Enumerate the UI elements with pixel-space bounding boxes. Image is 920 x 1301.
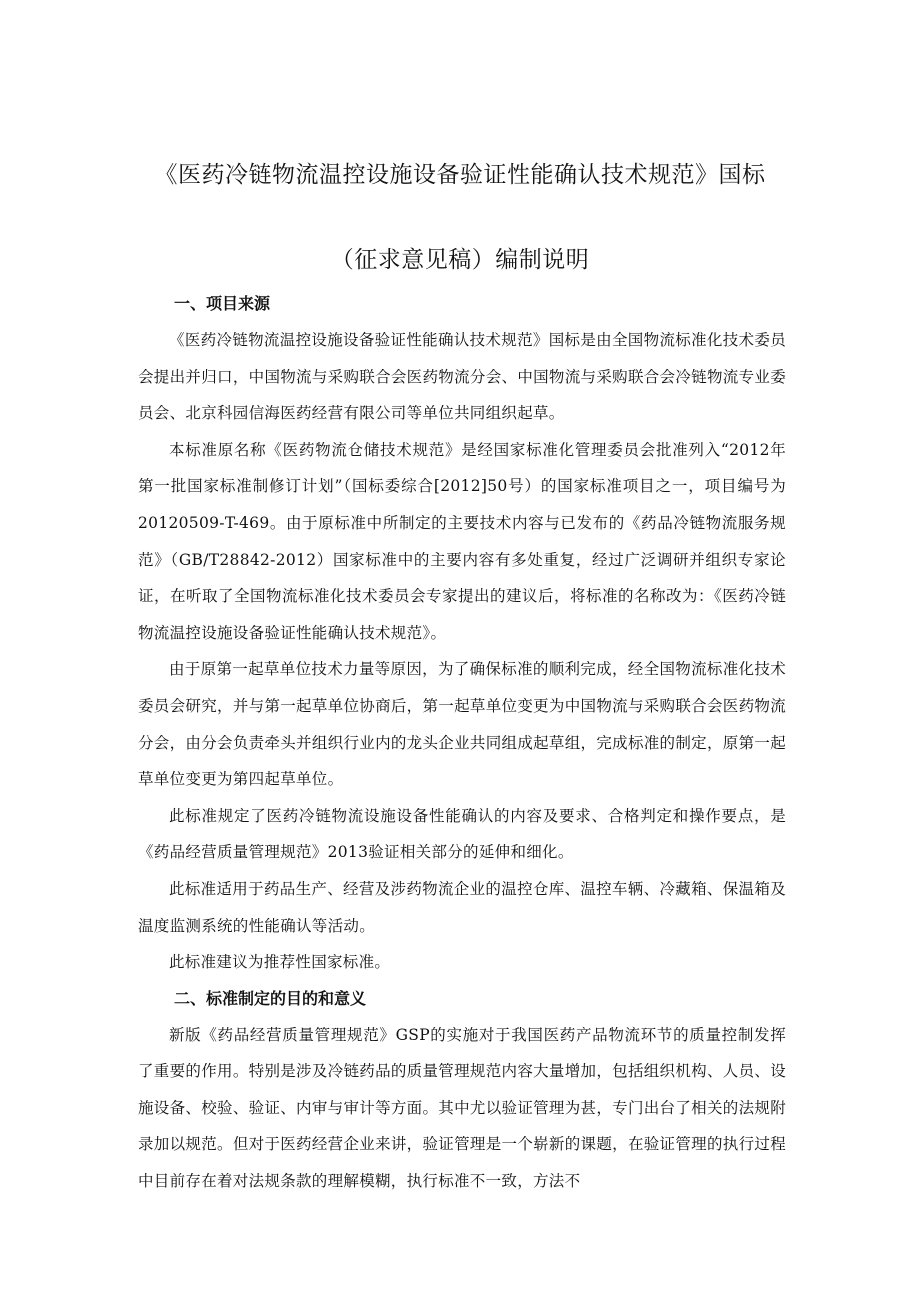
- paragraph: 新版《药品经营质量管理规范》GSP的实施对于我国医药产品物流环节的质量控制发挥了重要的作用。特别是涉及冷链药品的质量管理规范内容大量增加，包括组织机构、人员、设施设备、校验、验证、内审与审计等方面。其中尤以验证管理为甚，专门出台了相关的法规附录加以规范。但对于医药经营企业来讲，验证管理是一个崭新的课题，在验证管理的执行过程中目前存在着对法规条款的理解模糊，执行标准不一致，方法不: [138, 1025, 786, 1191]
- document-body: [138, 286, 786, 1200]
- paragraph: 由于原第一起草单位技术力量等原因，为了确保标准的顺利完成，经全国物流标准化技术委员会研究，并与第一起草单位协商后，第一起草单位变更为中国物流与采购联合会医药物流分会，由分会负责牵头并组织行业内的龙头企业共同组成起草组，完成标准的制定，原第一起草单位变更为第四起草单位。: [138, 660, 786, 789]
- paragraph: 此标准适用于药品生产、经营及涉药物流企业的温控仓库、温控车辆、冷藏箱、保温箱及温度监测系统的性能确认等活动。: [138, 879, 786, 935]
- document-subtitle: （征求意见稿）编制说明: [330, 247, 590, 273]
- paragraph: 本标准原名称《医药物流仓储技术规范》是经国家标准化管理委员会批准列入“2012年第一批国家标准制修订计划”（国标委综合[2012]50号）的国家标准项目之一，项目编号为20120509-T-469。由于原标准中所制定的主要技术内容与已发布的《药品冷链物流服务规范》（GB/T28842-2012）国家标准中的主要内容有多处重复，经过广泛调研并组织专家论证，在听取了全国物流标准化技术委员会专家提出的建议后，将标准的名称改为：《医药冷链物流温控设施设备验证性能确认技术规范》。: [138, 440, 786, 642]
- section-heading-purpose: 二、标准制定的目的和意义: [174, 988, 367, 1008]
- paragraph: 此标准建议为推荐性国家标准。: [169, 953, 391, 972]
- section-heading-project-source: 一、项目来源: [174, 294, 271, 313]
- document-title: 《医药冷链物流温控设施设备验证性能确认技术规范》国标: [154, 162, 766, 188]
- paragraph: 《医药冷链物流温控设施设备验证性能确认技术规范》国标是由全国物流标准化技术委员会提出并归口，中国物流与采购联合会医药物流分会、中国物流与采购联合会冷链物流专业委员会、北京科园信海医药经营有限公司等单位共同组织起草。: [138, 331, 786, 423]
- paragraph: 此标准规定了医药冷链物流设施设备性能确认的内容及要求、合格判定和操作要点，是《药品经营质量管理规范》2013验证相关部分的延伸和细化。: [138, 806, 786, 862]
